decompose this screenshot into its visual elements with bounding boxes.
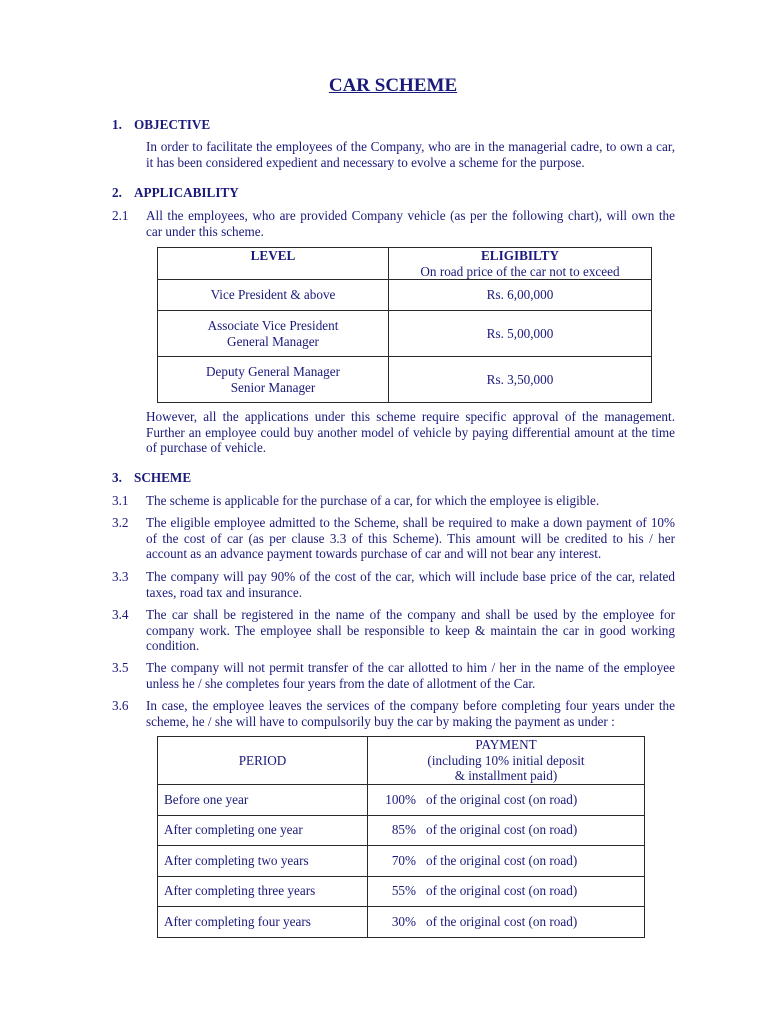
clause-3-4 (112, 607, 675, 654)
payment-header: PAYMENT (including 10% initial deposit & installment paid) (368, 737, 645, 785)
table-row (158, 906, 645, 937)
eligibility-table (157, 247, 652, 403)
payment-cell: 30% of the original cost (on road) (368, 906, 645, 937)
period-cell: After completing four years (158, 906, 368, 937)
section-title: OBJECTIVE (134, 117, 211, 132)
section-heading-objective (112, 117, 210, 133)
clause-text: All the employees, who are provided Company vehicle (as per the following chart), will own the car under this scheme. (146, 208, 675, 239)
buyback-payment-table (157, 736, 645, 938)
table-row (158, 845, 645, 876)
section-number: 3. (112, 470, 122, 485)
payment-cell: 55% of the original cost (on road) (368, 876, 645, 906)
clause-text: The company will pay 90% of the cost of the car, which will include base price of the car, related taxes, road tax and insurance. (146, 569, 675, 600)
level-header: LEVEL (158, 248, 389, 280)
section-heading-scheme (112, 470, 191, 486)
objective-paragraph: In order to facilitate the employees of the Company, who are in the managerial cadre, to own a car, it has been considered expedient and necessary to evolve a scheme for the purpose. (146, 139, 675, 170)
table-row (158, 311, 652, 357)
amount-cell: Rs. 6,00,000 (389, 280, 652, 311)
clause-number: 2.1 (112, 208, 129, 223)
period-cell: After completing three years (158, 876, 368, 906)
payment-cell: 100% of the original cost (on road) (368, 784, 645, 815)
clause-number: 3.1 (112, 493, 129, 508)
section-number: 1. (112, 117, 122, 132)
clause-3-3 (112, 569, 675, 600)
section-title: SCHEME (134, 470, 192, 485)
section-heading-applicability (112, 185, 239, 201)
clause-text: The eligible employee admitted to the Scheme, shall be required to make a down payment of 10% of the cost of car (as per clause 3.3 of this Scheme). This amount will be credited to his / her account as an advance payment towards purchase of car and will not bear any interest. (146, 515, 675, 561)
clause-3-6 (112, 698, 675, 729)
table-header-row (158, 248, 652, 280)
clause-text: The car shall be registered in the name of the company and shall be used by the employee for company work. The employee shall be responsible to keep & maintain the car in good working condition. (146, 607, 675, 653)
level-cell: Associate Vice President General Manager (158, 311, 389, 357)
payment-cell: 85% of the original cost (on road) (368, 815, 645, 845)
clause-number: 3.4 (112, 607, 129, 622)
table-row (158, 876, 645, 906)
clause-text: In case, the employee leaves the services of the company before completing four years under the scheme, he / she will have to compulsorily buy the car by making the payment as under : (146, 698, 675, 729)
clause-number: 3.6 (112, 698, 129, 713)
level-cell: Vice President & above (158, 280, 389, 311)
table-header-row (158, 737, 645, 785)
clause-2-1 (112, 208, 675, 239)
section-title: APPLICABILITY (134, 185, 239, 200)
clause-number: 3.3 (112, 569, 129, 584)
period-cell: After completing one year (158, 815, 368, 845)
payment-cell: 70% of the original cost (on road) (368, 845, 645, 876)
eligibility-header: ELIGIBILTY On road price of the car not to exceed (389, 248, 652, 280)
period-cell: Before one year (158, 784, 368, 815)
table-row (158, 357, 652, 403)
approval-note: However, all the applications under this scheme require specific approval of the management. Further an employee could buy another model of vehicle by paying differential amount at the time of purchase of vehicle. (146, 409, 675, 455)
table-row (158, 815, 645, 845)
clause-3-5 (112, 660, 675, 691)
clause-number: 3.2 (112, 515, 129, 530)
section-number: 2. (112, 185, 122, 200)
period-header: PERIOD (158, 737, 368, 785)
period-cell: After completing two years (158, 845, 368, 876)
table-row (158, 280, 652, 311)
table-row (158, 784, 645, 815)
level-cell: Deputy General Manager Senior Manager (158, 357, 389, 403)
clause-3-2 (112, 515, 675, 562)
clause-number: 3.5 (112, 660, 129, 675)
amount-cell: Rs. 5,00,000 (389, 311, 652, 357)
amount-cell: Rs. 3,50,000 (389, 357, 652, 403)
clause-3-1 (112, 493, 675, 509)
document-title: CAR SCHEME (328, 75, 458, 96)
clause-text: The scheme is applicable for the purchase of a car, for which the employee is eligible. (146, 493, 600, 508)
clause-text: The company will not permit transfer of the car allotted to him / her in the name of the employee unless he / she completes four years from the date of allotment of the Car. (146, 660, 675, 691)
